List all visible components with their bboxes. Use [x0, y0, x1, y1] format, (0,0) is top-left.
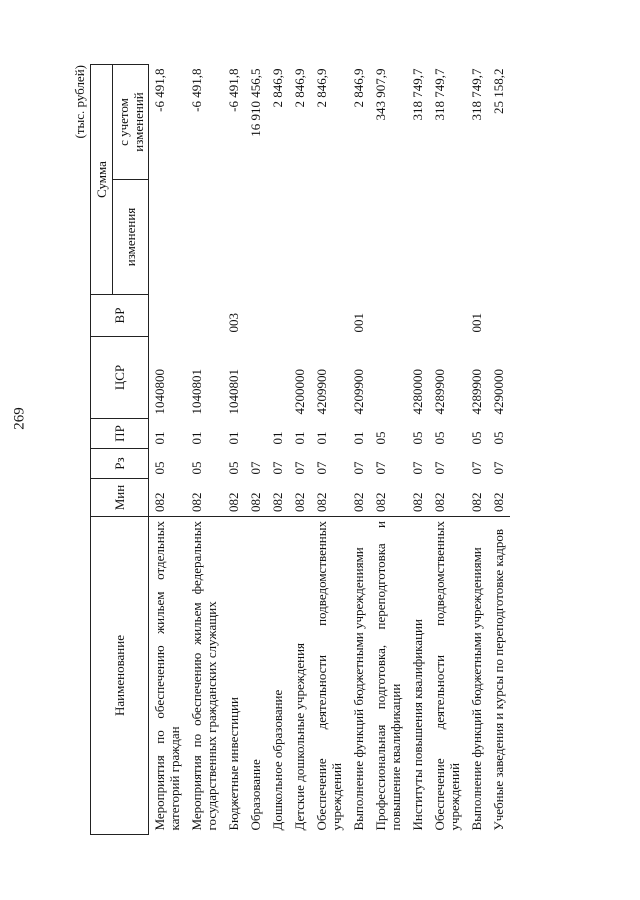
- row-vr: [289, 295, 311, 337]
- row-pr: 01: [351, 431, 366, 445]
- row-csr: 4280000: [410, 369, 425, 415]
- row-pr: [245, 419, 267, 449]
- row-changes: [186, 180, 223, 295]
- row-pr: 01: [226, 431, 241, 445]
- row-csr: 1040801: [226, 369, 241, 415]
- row-name: Мероприятия по обеспечению жильем отдельных категорий граждан: [152, 521, 182, 831]
- row-min: 082: [466, 479, 488, 517]
- row-changes: [267, 180, 289, 295]
- row-rz: 07: [248, 461, 263, 475]
- header-vr: ВР: [91, 295, 149, 337]
- table-row: [223, 65, 245, 835]
- table-row: [267, 65, 289, 835]
- budget-table: [90, 64, 510, 835]
- table-header: [91, 65, 149, 835]
- row-name: Выполнение функций бюджетными учреждениями: [469, 547, 484, 831]
- row-total: 2 846,9: [351, 68, 366, 108]
- row-min: 082: [488, 479, 510, 517]
- table-row: [245, 65, 267, 835]
- row-changes: [348, 180, 370, 295]
- row-rz: 07: [469, 461, 484, 475]
- header-csr: ЦСР: [91, 337, 149, 419]
- row-rz: 07: [410, 461, 425, 475]
- row-name: Обеспечение деятельности подведомственных учреждений: [314, 521, 344, 831]
- row-name: Детские дошкольные учреждения: [292, 642, 307, 831]
- row-pr: 05: [469, 431, 484, 445]
- row-vr: [407, 295, 429, 337]
- row-pr: 01: [292, 431, 307, 445]
- row-total: 343 907,9: [373, 68, 388, 121]
- header-pr: ПР: [91, 419, 149, 449]
- row-changes: [149, 180, 187, 295]
- row-vr: [311, 295, 348, 337]
- row-name: Обеспечение деятельности подведомственных учреждений: [432, 521, 462, 831]
- row-name: Образование: [248, 759, 263, 831]
- row-total: -6 491,8: [189, 68, 204, 112]
- row-rz: 07: [270, 461, 285, 475]
- row-csr: 4289900: [432, 369, 447, 415]
- table-row: [370, 65, 407, 835]
- row-total: -6 491,8: [226, 68, 241, 112]
- units-label: (тыс. рублей): [72, 65, 87, 139]
- row-changes: [466, 180, 488, 295]
- row-total: 2 846,9: [270, 68, 285, 108]
- row-csr: 4209900: [314, 369, 329, 415]
- row-csr: [370, 337, 407, 419]
- row-changes: [223, 180, 245, 295]
- row-rz: 05: [226, 461, 241, 475]
- row-csr: 4289900: [469, 369, 484, 415]
- row-changes: [311, 180, 348, 295]
- header-changes: изменения: [113, 180, 149, 295]
- table-row: [311, 65, 348, 835]
- row-min: 082: [245, 479, 267, 517]
- table-row: [186, 65, 223, 835]
- header-name: Наименование: [91, 517, 149, 835]
- row-pr: 01: [270, 431, 285, 445]
- header-with-changes: с учетом изменений: [113, 65, 149, 180]
- row-pr: 05: [432, 431, 447, 445]
- table-row: [488, 65, 510, 835]
- row-rz: 07: [491, 461, 506, 475]
- row-csr: 1040800: [152, 369, 167, 415]
- table-body: [149, 65, 511, 835]
- row-vr: [267, 295, 289, 337]
- row-csr: [267, 337, 289, 419]
- row-total: 2 846,9: [292, 68, 307, 108]
- row-vr: [370, 295, 407, 337]
- row-min: 082: [429, 479, 466, 517]
- row-vr: 003: [226, 313, 241, 333]
- row-min: 082: [149, 479, 187, 517]
- row-name: Дошкольное образование: [270, 689, 285, 831]
- header-min: Мин: [91, 479, 149, 517]
- row-total: 318 749,7: [469, 68, 484, 121]
- header-sum: Сумма: [91, 65, 113, 295]
- row-total: 25 158,2: [491, 68, 506, 114]
- row-min: 082: [186, 479, 223, 517]
- row-name: Институты повышения квалификации: [410, 619, 425, 831]
- row-changes: [370, 180, 407, 295]
- row-min: 082: [223, 479, 245, 517]
- header-rz: Рз: [91, 449, 149, 479]
- row-vr: [429, 295, 466, 337]
- row-name: Профессиональная подготовка, переподготовка и повышение квалификации: [373, 521, 403, 831]
- row-pr: 05: [491, 431, 506, 445]
- row-min: 082: [289, 479, 311, 517]
- row-pr: 05: [410, 431, 425, 445]
- row-rz: 05: [189, 461, 204, 475]
- row-rz: 05: [152, 461, 167, 475]
- row-name: Выполнение функций бюджетными учреждениями: [351, 547, 366, 831]
- row-csr: 4200000: [292, 369, 307, 415]
- row-csr: [245, 337, 267, 419]
- row-vr: 001: [469, 313, 484, 333]
- row-min: 082: [348, 479, 370, 517]
- row-min: 082: [267, 479, 289, 517]
- row-min: 082: [370, 479, 407, 517]
- row-pr: 05: [373, 431, 388, 445]
- table-row: [429, 65, 466, 835]
- row-rz: 07: [432, 461, 447, 475]
- row-vr: [186, 295, 223, 337]
- row-vr: [149, 295, 187, 337]
- row-changes: [407, 180, 429, 295]
- table-row: [149, 65, 187, 835]
- row-total: 2 846,9: [314, 68, 329, 108]
- row-csr: 1040801: [189, 369, 204, 415]
- row-total: 318 749,7: [410, 68, 425, 121]
- table-row: [466, 65, 488, 835]
- row-pr: 01: [189, 431, 204, 445]
- row-rz: 07: [351, 461, 366, 475]
- row-vr: [488, 295, 510, 337]
- row-total: 16 910 456,5: [248, 68, 263, 137]
- row-name: Мероприятия по обеспечению жильем федеральных государственных гражданских служащих: [189, 521, 219, 831]
- row-vr: 001: [351, 313, 366, 333]
- table-row: [407, 65, 429, 835]
- table-row: [348, 65, 370, 835]
- row-min: 082: [407, 479, 429, 517]
- row-rz: 07: [292, 461, 307, 475]
- row-rz: 07: [314, 461, 329, 475]
- row-total: -6 491,8: [152, 68, 167, 112]
- row-vr: [245, 295, 267, 337]
- row-name: Учебные заведения и курсы по переподготовке кадров: [491, 528, 506, 831]
- row-csr: 4209900: [351, 369, 366, 415]
- row-name: Бюджетные инвестиции: [226, 697, 241, 831]
- page-number: 269: [11, 407, 28, 430]
- row-csr: 4290000: [491, 369, 506, 415]
- row-changes: [429, 180, 466, 295]
- rotated-page: [70, 65, 580, 835]
- table-row: [289, 65, 311, 835]
- row-total: 318 749,7: [432, 68, 447, 121]
- row-pr: 01: [314, 431, 329, 445]
- row-changes: [488, 180, 510, 295]
- row-changes: [245, 180, 267, 295]
- row-pr: 01: [152, 431, 167, 445]
- row-rz: 07: [373, 461, 388, 475]
- row-changes: [289, 180, 311, 295]
- row-min: 082: [311, 479, 348, 517]
